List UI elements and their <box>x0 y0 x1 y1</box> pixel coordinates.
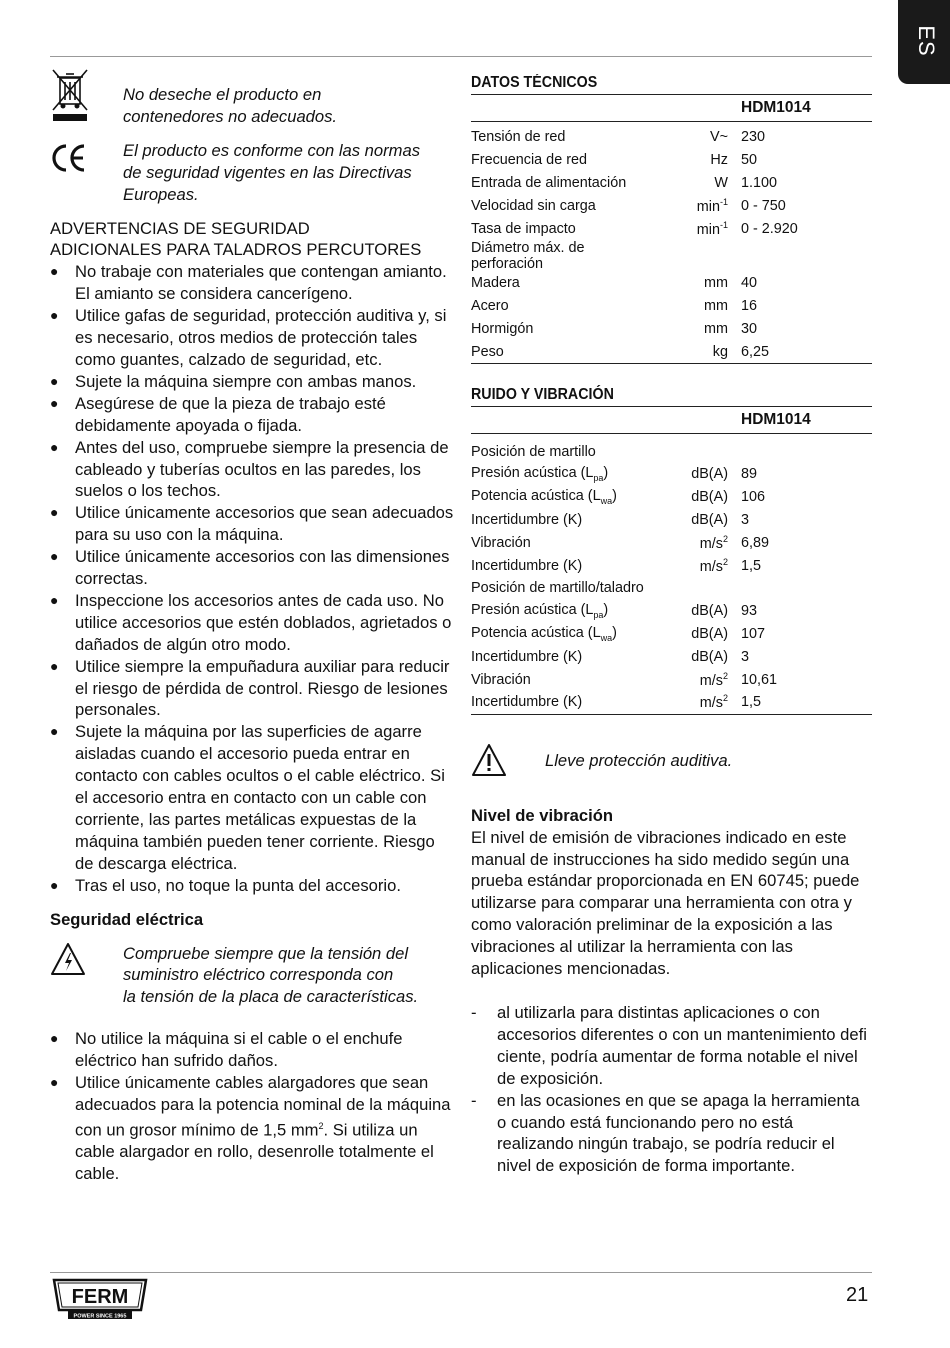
row-label-text: Incertidumbre (K) <box>471 557 583 574</box>
vibration-title: Nivel de vibración <box>471 805 614 825</box>
row-label <box>471 600 658 623</box>
row-unit <box>658 149 741 172</box>
row-unit-text: m/s <box>699 695 723 712</box>
row-label-subscript: wa <box>600 632 613 643</box>
row-label-text: Hormigón <box>471 320 534 337</box>
ce-mark-icon <box>50 142 88 180</box>
row-unit <box>658 295 741 318</box>
row-label <box>471 172 658 195</box>
row-unit <box>658 172 741 195</box>
row-label-close: ) <box>612 488 617 505</box>
warning-triangle-icon <box>471 743 507 782</box>
superscript: 2 <box>318 1120 324 1131</box>
table-row <box>471 463 872 486</box>
ce-notice <box>50 140 455 206</box>
row-value <box>741 240 872 272</box>
noise-title: RUIDO Y VIBRACIÓN <box>471 386 614 404</box>
row-label <box>471 194 658 217</box>
hearing-notice-text: Lleve protección auditiva. <box>545 750 733 770</box>
list-item: - al utilizarla para distintas aplicaciones o con accesorios diferentes o con un mantenimiento defi ciente, podría aumentar de forma notable el nivel de exposición. <box>471 1002 872 1090</box>
row-value: 230 <box>741 129 766 146</box>
row-value: 1,5 <box>741 557 762 574</box>
table-row <box>471 531 872 554</box>
crossed-bin-icon <box>50 68 90 130</box>
row-label-text: Entrada de alimentación <box>471 174 627 191</box>
row-unit <box>658 691 741 714</box>
safety-heading-line-2: ADICIONALES PARA TALADROS PERCUTORES <box>50 240 422 260</box>
table-row <box>471 172 872 195</box>
row-unit <box>658 240 741 272</box>
page-number: 21 <box>846 1284 869 1306</box>
list-item: ● No trabaje con materiales que contengan amianto. El amianto se considera cancerígeno. <box>50 261 455 305</box>
row-unit-text: mm <box>704 298 728 315</box>
list-item: ● Utilice gafas de seguridad, protección auditiva y, si es necesario, otros medios de protección tales como guantes, calzado de seguridad, etc. <box>50 305 455 371</box>
weee-notice <box>50 82 455 128</box>
table-group-row <box>471 577 872 600</box>
table-row <box>471 668 872 691</box>
vibration-section <box>471 805 872 1178</box>
row-unit-text: mm <box>704 320 728 337</box>
row-label-text: Diámetro máx. de perforación <box>471 239 585 272</box>
row-unit <box>658 272 741 295</box>
row-unit <box>658 217 741 240</box>
row-label <box>471 149 658 172</box>
table-row <box>471 149 872 172</box>
weee-text-2: contenedores no adecuados. <box>123 106 338 126</box>
row-value: 3 <box>741 648 750 665</box>
row-unit-text: m/s <box>699 672 723 689</box>
row-unit-text: kg <box>712 343 728 360</box>
list-item-text: Utilice únicamente cables alargadores que sean adecuados para la potencia nominal de la máquina con un grosor mínimo de 1,5 mm <box>75 1073 451 1140</box>
list-item: ● No utilice la máquina si el cable o el enchufe eléctrico han sufrido daños. <box>50 1028 455 1072</box>
row-label-text: Incertidumbre (K) <box>471 648 583 665</box>
electric-notice-line-3: la tensión de la placa de características. <box>123 987 419 1007</box>
row-label <box>471 126 658 149</box>
list-item: ● Utilice únicamente accesorios que sean adecuados para su uso con la máquina. <box>50 502 455 546</box>
list-item: ● Utilice únicamente accesorios con las dimensiones correctas. <box>50 546 455 590</box>
tech-section-header <box>471 74 872 95</box>
row-value: 93 <box>741 603 758 620</box>
row-label-text: Tasa de impacto <box>471 220 576 237</box>
row-label-subscript: pa <box>593 473 604 484</box>
row-label-text: Vibración <box>471 671 531 688</box>
table-row <box>471 691 872 714</box>
right-column <box>471 74 872 1177</box>
list-item: ● Tras el uso, no toque la punta del accesorio. <box>50 875 455 897</box>
row-value: 1.100 <box>741 174 778 191</box>
left-column <box>50 82 455 1185</box>
row-unit-superscript: 2 <box>722 533 728 544</box>
language-tab-label: ES <box>914 25 939 57</box>
electric-notice <box>50 943 455 1009</box>
table-row <box>471 554 872 577</box>
tech-model: HDM1014 <box>471 95 872 122</box>
safety-heading-line-1: ADVERTENCIAS DE SEGURIDAD <box>50 218 310 238</box>
row-value: 30 <box>741 320 758 337</box>
row-value: 6,25 <box>741 343 770 360</box>
row-value: 3 <box>741 511 750 528</box>
row-unit <box>658 509 741 532</box>
row-label-text: Incertidumbre (K) <box>471 694 583 711</box>
electric-notice-line-2: suministro eléctrico corresponda con <box>123 965 394 985</box>
row-label <box>471 554 658 577</box>
row-value: 16 <box>741 298 758 315</box>
table-row <box>471 623 872 646</box>
ce-text-2: de seguridad vigentes en las Directivas <box>123 162 412 182</box>
vibration-list <box>471 1002 872 1177</box>
row-unit-text: dB(A) <box>691 466 728 483</box>
row-unit-superscript: 2 <box>722 670 728 681</box>
row-label <box>471 463 658 486</box>
row-unit-text: V~ <box>709 129 728 146</box>
row-unit-superscript: -1 <box>719 196 728 207</box>
table-row <box>471 340 872 363</box>
row-label <box>471 340 658 363</box>
row-unit <box>658 463 741 486</box>
row-label <box>471 295 658 318</box>
bottom-rule <box>50 1272 872 1273</box>
row-label-subscript: pa <box>593 610 604 621</box>
row-label <box>471 531 658 554</box>
row-unit-superscript: -1 <box>719 219 728 230</box>
row-value: 50 <box>741 152 758 169</box>
row-label <box>471 240 658 272</box>
row-unit-text: dB(A) <box>691 489 728 506</box>
row-label-text: Incertidumbre (K) <box>471 511 583 528</box>
table-row <box>471 272 872 295</box>
ferm-logo <box>52 1278 148 1325</box>
row-value: 89 <box>741 466 758 483</box>
row-unit <box>658 486 741 509</box>
row-label-text: Acero <box>471 298 509 315</box>
list-item-text: . Si utiliza un cable alargador en rollo, desenrolle totalmente el cable. <box>75 1120 434 1184</box>
safety-heading <box>50 218 455 262</box>
row-unit-text: W <box>714 174 728 191</box>
row-label <box>471 645 658 668</box>
row-label-text: Peso <box>471 343 504 360</box>
electric-list <box>50 1028 455 1185</box>
group-label: Posición de martillo <box>471 443 596 460</box>
row-label <box>471 486 658 509</box>
row-label-text: Potencia acústica (L <box>471 488 601 505</box>
row-value: 6,89 <box>741 534 770 551</box>
table-row <box>471 600 872 623</box>
row-label-text: Frecuencia de red <box>471 152 587 169</box>
row-label-text: Vibración <box>471 534 531 551</box>
row-unit-superscript: 2 <box>722 556 728 567</box>
row-label-close: ) <box>603 602 609 619</box>
group-label: Posición de martillo/taladro <box>471 580 644 597</box>
electric-notice-line-1: Compruebe siempre que la tensión del <box>123 943 409 963</box>
row-value: 40 <box>741 275 758 292</box>
row-label-text: Presión acústica (L <box>471 465 594 482</box>
row-unit-text: min <box>696 221 720 238</box>
table-row <box>471 509 872 532</box>
noise-table <box>471 440 872 714</box>
row-label-text: Tensión de red <box>471 129 566 146</box>
row-label <box>471 272 658 295</box>
row-unit <box>658 623 741 646</box>
row-value: 106 <box>741 489 766 506</box>
row-label-close: ) <box>603 465 609 482</box>
hearing-notice <box>471 737 872 785</box>
row-unit <box>658 645 741 668</box>
table-row <box>471 295 872 318</box>
safety-list <box>50 261 455 896</box>
list-item: ● Sujete la máquina por las superficies de agarre aisladas cuando el accesorio pueda entrar en contacto con cables ocultos o el cable eléctrico. Si el accesorio entra en contacto con un cable con corriente, las partes metálicas expuestas de la máquina también pueden tener corriente. Riesgo de descarga eléctrica. <box>50 721 455 874</box>
row-unit-text: dB(A) <box>691 603 728 620</box>
table-row <box>471 217 872 240</box>
row-value: 10,61 <box>741 671 778 688</box>
noise-table-bottom-rule <box>471 714 872 715</box>
row-label <box>471 318 658 341</box>
list-item: ● Utilice siempre la empuñadura auxiliar para reducir el riesgo de pérdida de control. Riesgo de lesiones personales. <box>50 656 455 722</box>
weee-text-1: No deseche el producto en <box>123 85 322 104</box>
logo-wordmark: FERM <box>71 1286 129 1308</box>
language-tab <box>898 0 950 84</box>
row-unit <box>658 554 741 577</box>
row-label <box>471 509 658 532</box>
row-value: 1,5 <box>741 694 762 711</box>
list-item: ● Antes del uso, compruebe siempre la presencia de cableado y tuberías ocultos en las paredes, los suelos o los techos. <box>50 437 455 503</box>
row-unit <box>658 194 741 217</box>
row-label <box>471 217 658 240</box>
row-unit-text: dB(A) <box>691 625 728 642</box>
row-unit-superscript: 2 <box>722 693 728 704</box>
ce-text-1: El producto es conforme con las normas <box>123 140 420 160</box>
list-item: ● Sujete la máquina siempre con ambas manos. <box>50 371 455 393</box>
table-row <box>471 126 872 149</box>
row-unit <box>658 340 741 363</box>
row-unit <box>658 531 741 554</box>
row-unit-text: dB(A) <box>691 511 728 528</box>
table-row <box>471 645 872 668</box>
noise-model: HDM1014 <box>471 407 872 434</box>
row-unit <box>658 668 741 691</box>
row-unit-text: m/s <box>699 535 723 552</box>
list-item: ● Asegúrese de que la pieza de trabajo esté debidamente apoyada o fijada. <box>50 393 455 437</box>
row-label-subscript: wa <box>600 496 613 507</box>
row-label-close: ) <box>612 625 617 641</box>
list-item: - en las ocasiones en que se apaga la herramienta o cuando está funcionando pero no está realizando ningún trabajo, se podría reducir el nivel de exposición de forma importante. <box>471 1090 872 1178</box>
electric-safety-heading: Seguridad eléctrica <box>50 909 204 929</box>
row-unit <box>658 318 741 341</box>
noise-section-header <box>471 386 872 407</box>
tech-title: DATOS TÉCNICOS <box>471 74 598 91</box>
vibration-body: El nivel de emisión de vibraciones indicado en este manual de instrucciones ha sido medido según una prueba estándar proporcionada en EN 60745; puede utilizarse para comparar una herramienta con otra y como valoración preliminar de la exposición a las vibraciones al utilizar la herramienta con las aplicaciones mencionadas. <box>471 827 860 979</box>
tech-table-bottom-rule <box>471 363 872 364</box>
row-unit-text: mm <box>704 275 728 292</box>
row-label-text: Madera <box>471 275 520 292</box>
list-item: ● Inspeccione los accesorios antes de cada uso. No utilice accesorios que estén doblados, agrietados o dañados de algún otro modo. <box>50 590 455 656</box>
row-label <box>471 668 658 691</box>
row-label <box>471 691 658 714</box>
row-label-text: Potencia acústica (L <box>471 625 601 641</box>
row-unit <box>658 600 741 623</box>
top-rule <box>50 56 872 57</box>
ce-text-3: Europeas. <box>123 184 199 204</box>
table-row <box>471 194 872 217</box>
list-item <box>50 1072 455 1185</box>
tech-table <box>471 126 872 363</box>
row-value: 0 - 2.920 <box>741 220 798 237</box>
table-row <box>471 318 872 341</box>
row-unit-text: Hz <box>710 152 728 169</box>
row-label-text: Velocidad sin carga <box>471 197 596 214</box>
row-label-text: Presión acústica (L <box>471 602 594 619</box>
table-group-row <box>471 440 872 463</box>
row-value: 107 <box>741 625 766 642</box>
row-unit <box>658 126 741 149</box>
logo-tagline: POWER SINCE 1965 <box>73 1313 127 1320</box>
row-unit-text: min <box>696 198 720 215</box>
table-row <box>471 240 872 272</box>
row-value: 0 - 750 <box>741 197 786 214</box>
row-unit-text: dB(A) <box>691 648 728 665</box>
table-row <box>471 486 872 509</box>
row-label <box>471 623 658 646</box>
row-unit-text: m/s <box>699 558 723 575</box>
electric-warning-icon <box>50 941 86 983</box>
